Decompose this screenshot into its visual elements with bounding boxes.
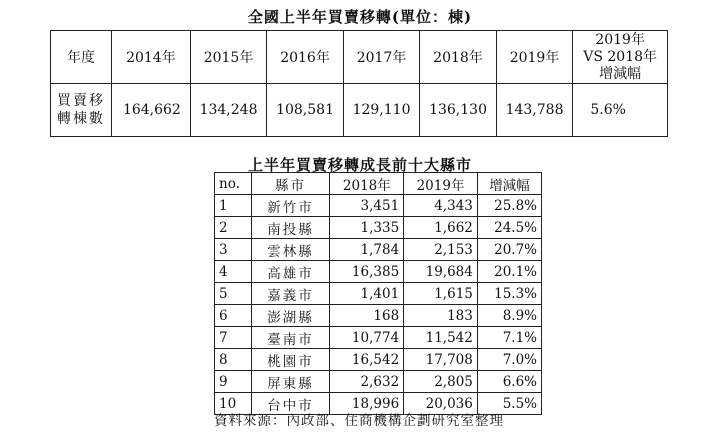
year-label: 年度 [51, 31, 112, 84]
row-2019: 1,615 [404, 283, 478, 305]
row-city: 高雄市 [251, 261, 330, 283]
row-no: 2 [215, 217, 252, 239]
row-2018: 1,401 [330, 283, 404, 305]
header-change-line2: VS 2018年 [583, 48, 658, 65]
table-row [215, 327, 542, 349]
row-no: 1 [215, 195, 252, 217]
row-label [51, 84, 112, 137]
row-change: 7.0% [477, 349, 541, 371]
header-no: no. [215, 173, 252, 195]
header-2018: 2018年 [330, 173, 404, 195]
row-city: 臺南市 [251, 327, 330, 349]
table-row [215, 239, 542, 261]
row-change: 20.7% [477, 239, 541, 261]
row-2019: 2,805 [404, 371, 478, 393]
header-2019: 2019年 [404, 173, 478, 195]
row-change: 6.6% [477, 371, 541, 393]
row-2019: 4,343 [404, 195, 478, 217]
row-city: 南投縣 [251, 217, 330, 239]
row-2018: 168 [330, 305, 404, 327]
row-label-line1: 買賣移 [57, 93, 105, 109]
header-2016: 2016年 [267, 31, 344, 84]
row-change: 20.1% [477, 261, 541, 283]
row-city: 台中市 [251, 393, 330, 415]
header-change-line3: 增減幅 [599, 65, 642, 82]
header-2019: 2019年 [496, 31, 573, 84]
header-2018: 2018年 [420, 31, 497, 84]
row-2019: 20,036 [404, 393, 478, 415]
table-row [215, 195, 542, 217]
value-change: 5.6% [573, 84, 668, 137]
row-2018: 1,335 [330, 217, 404, 239]
row-city: 屏東縣 [251, 371, 330, 393]
table2-title: 上半年買賣移轉成長前十大縣市 [247, 156, 472, 174]
value-2019: 143,788 [496, 84, 573, 137]
row-2019: 11,542 [404, 327, 478, 349]
row-no: 6 [215, 305, 252, 327]
row-2019: 183 [404, 305, 478, 327]
row-2018: 16,385 [330, 261, 404, 283]
header-change-line1: 2019年 [595, 31, 645, 48]
row-2018: 1,784 [330, 239, 404, 261]
row-city: 新竹市 [251, 195, 330, 217]
row-change: 24.5% [477, 217, 541, 239]
source-note: 資料來源：內政部、住商機構企劃研究室整理 [214, 413, 504, 429]
row-city: 雲林縣 [251, 239, 330, 261]
row-2018: 10,774 [330, 327, 404, 349]
header-2014: 2014年 [112, 31, 191, 84]
row-change: 15.3% [477, 283, 541, 305]
table-row [215, 217, 542, 239]
row-no: 9 [215, 371, 252, 393]
row-change: 5.5% [477, 393, 541, 415]
row-label-line2: 轉棟數 [57, 111, 105, 127]
header-2017: 2017年 [343, 31, 420, 84]
row-city: 桃園市 [251, 349, 330, 371]
header-2015: 2015年 [190, 31, 267, 84]
table-header-row [215, 173, 542, 195]
row-2018: 16,542 [330, 349, 404, 371]
value-2014: 164,662 [112, 84, 191, 137]
table1-title: 全國上半年買賣移轉(單位：棟) [247, 8, 473, 26]
row-2018: 18,996 [330, 393, 404, 415]
value-2018: 136,130 [420, 84, 497, 137]
table-row [215, 261, 542, 283]
header-change [573, 31, 668, 84]
row-change: 8.9% [477, 305, 541, 327]
table-row [215, 349, 542, 371]
row-no: 3 [215, 239, 252, 261]
header-city: 縣市 [251, 173, 330, 195]
row-2019: 1,662 [404, 217, 478, 239]
table-row [215, 283, 542, 305]
row-change: 25.8% [477, 195, 541, 217]
row-change: 7.1% [477, 327, 541, 349]
row-2019: 2,153 [404, 239, 478, 261]
row-2019: 19,684 [404, 261, 478, 283]
value-2017: 129,110 [343, 84, 420, 137]
row-city: 嘉義市 [251, 283, 330, 305]
row-city: 澎湖縣 [251, 305, 330, 327]
row-no: 10 [215, 393, 252, 415]
row-2018: 2,632 [330, 371, 404, 393]
table-row [51, 84, 668, 137]
row-2018: 3,451 [330, 195, 404, 217]
row-2019: 17,708 [404, 349, 478, 371]
row-no: 7 [215, 327, 252, 349]
value-2015: 134,248 [190, 84, 267, 137]
national-transfer-table [50, 30, 668, 137]
row-no: 8 [215, 349, 252, 371]
table-row [215, 305, 542, 327]
top-ten-table [214, 172, 542, 415]
header-change: 增減幅 [477, 173, 541, 195]
table-row [215, 371, 542, 393]
row-no: 4 [215, 261, 252, 283]
table-header-row [51, 31, 668, 84]
value-2016: 108,581 [267, 84, 344, 137]
row-no: 5 [215, 283, 252, 305]
